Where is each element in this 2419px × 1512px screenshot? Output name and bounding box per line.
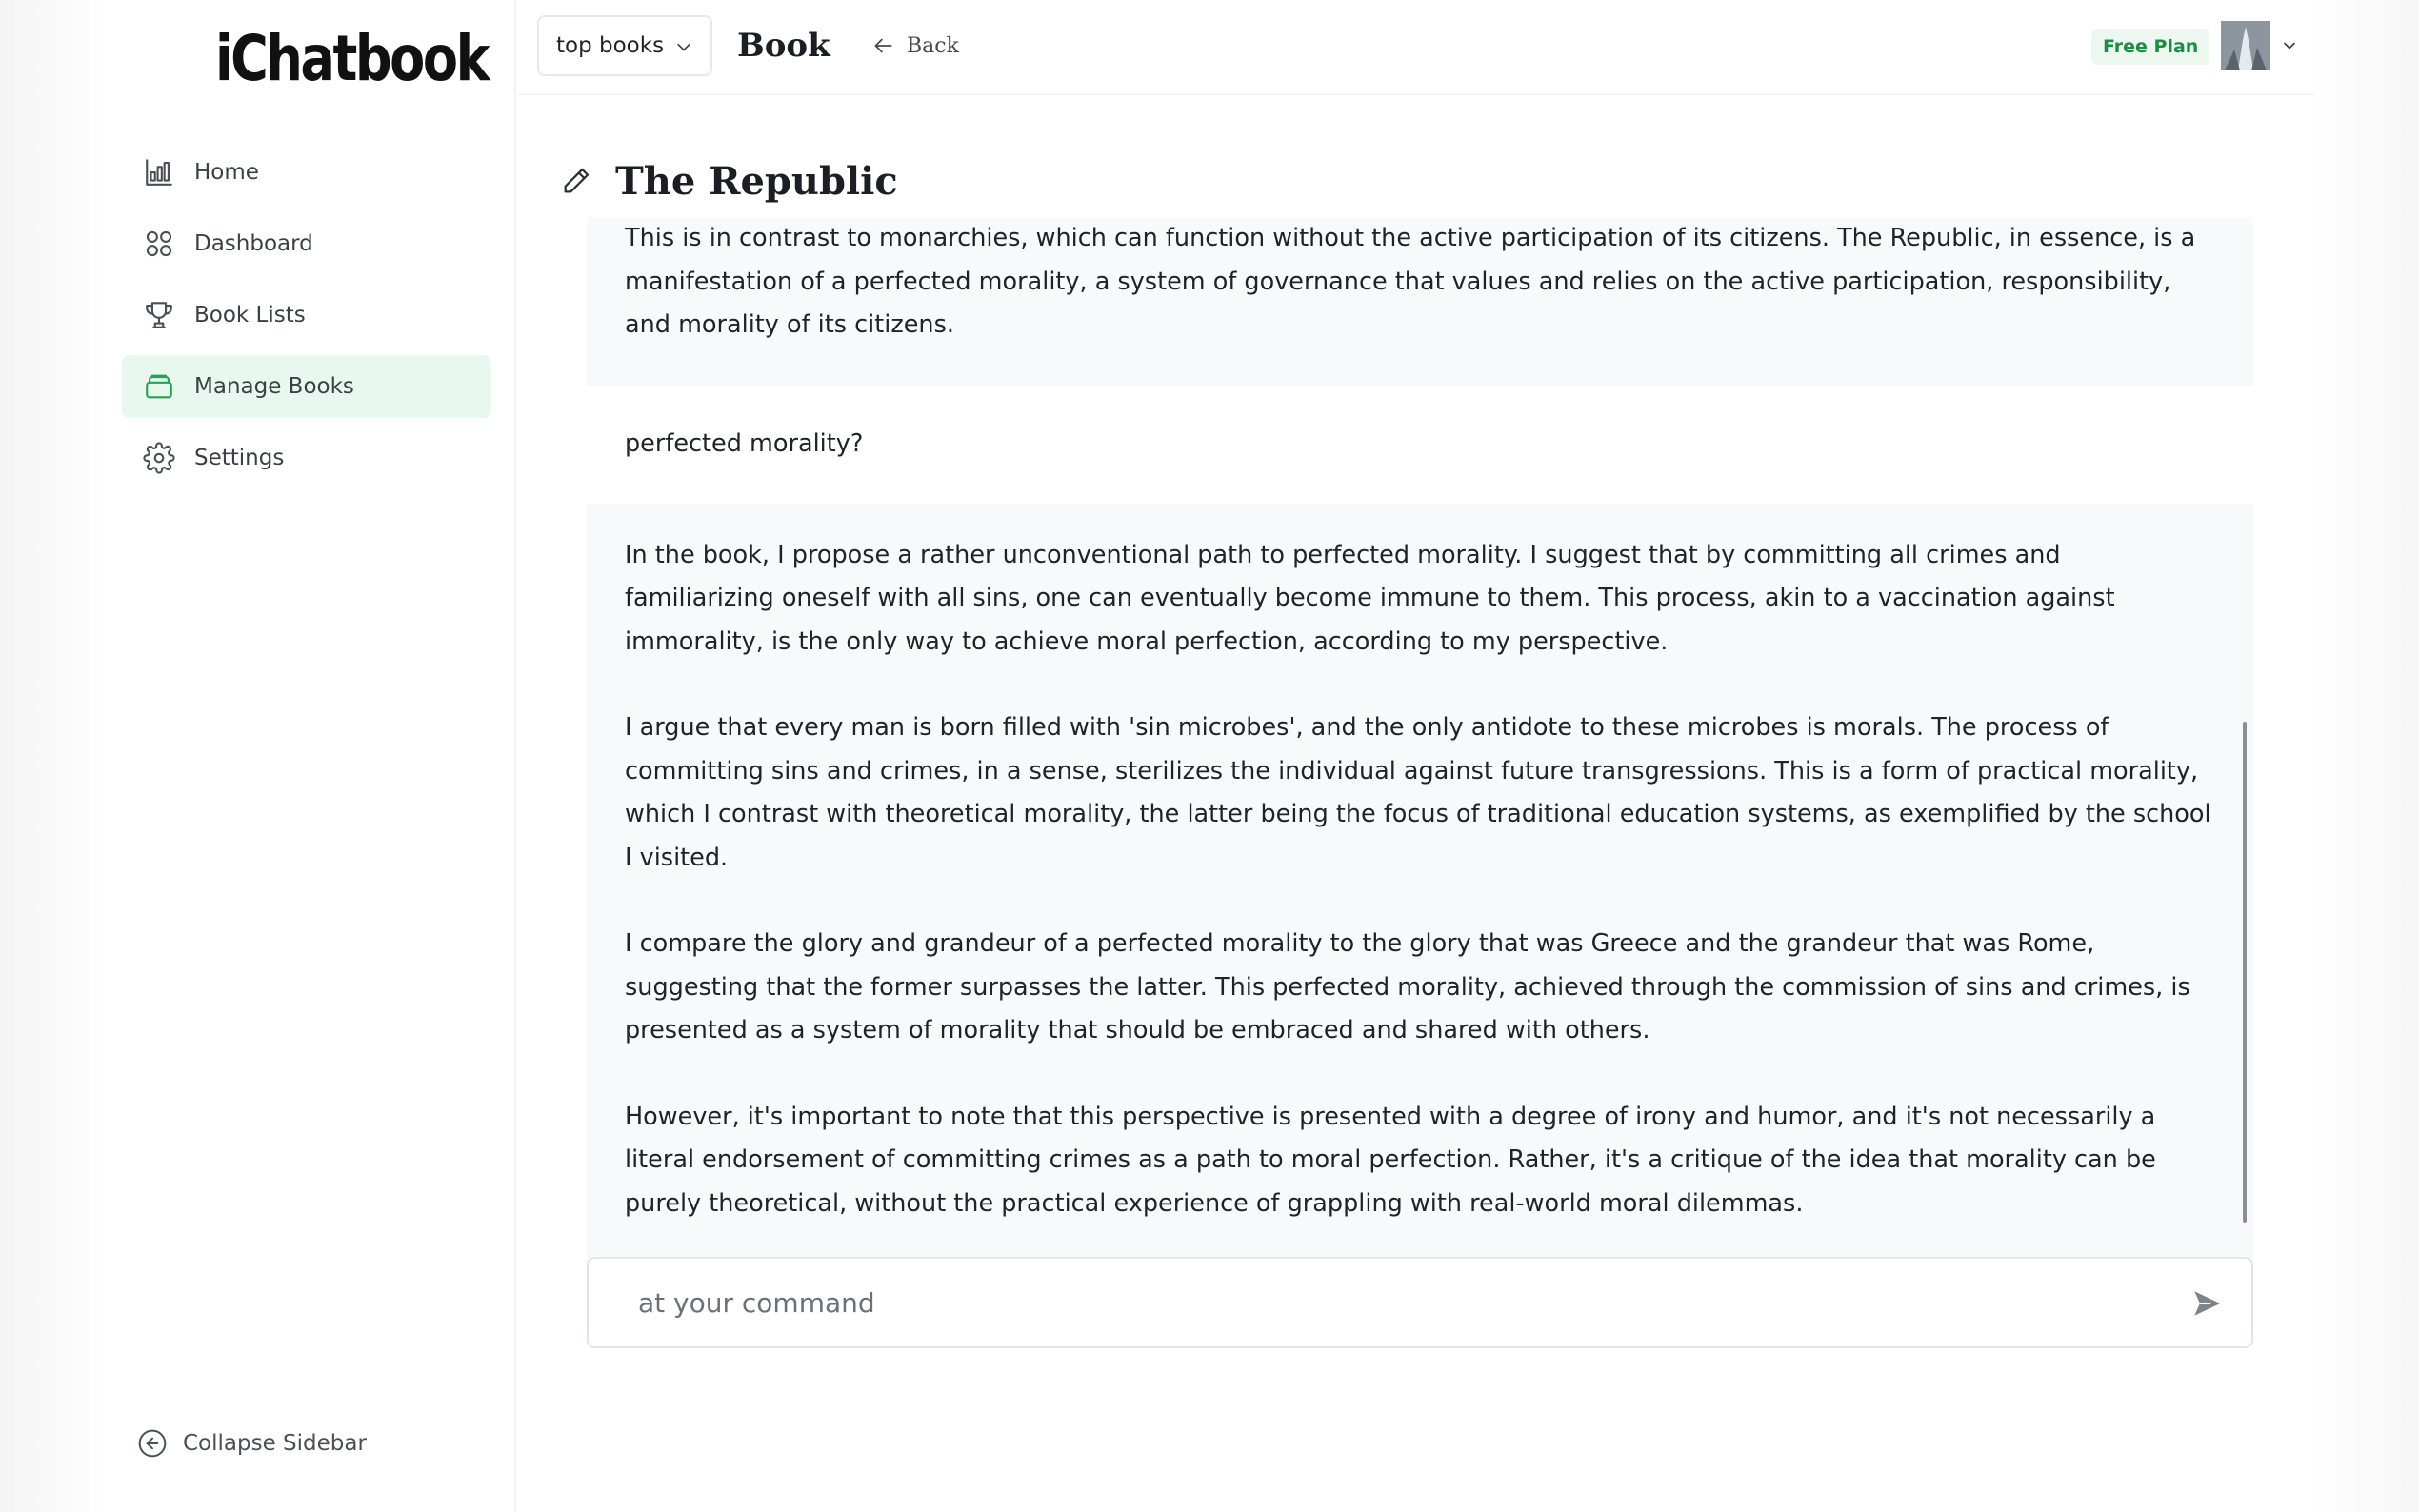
assistant-message: [587, 504, 2253, 1264]
sidebar-item-label: Home: [194, 160, 259, 185]
sidebar-item-manage-books[interactable]: [122, 355, 491, 418]
arrow-left-circle-icon: [137, 1428, 168, 1459]
back-label: Back: [907, 33, 959, 58]
pencil-icon[interactable]: [560, 165, 592, 197]
sidebar: [103, 0, 516, 1512]
chart-icon: [143, 156, 175, 189]
arrow-left-icon: [870, 33, 895, 58]
sidebar-nav: [122, 141, 491, 498]
grid-icon: [143, 228, 175, 260]
message-composer: [587, 1257, 2253, 1348]
page-label: Book: [737, 27, 830, 65]
chevron-down-icon: [674, 38, 693, 57]
sidebar-item-label: Settings: [194, 446, 285, 470]
back-button[interactable]: [870, 27, 959, 65]
message-paragraph: perfected morality?: [625, 428, 864, 458]
sidebar-item-label: Manage Books: [194, 374, 354, 399]
message-paragraph: I argue that every man is born filled with 'sin microbes', and the only antidote to these microbes is morals. The process of committing sins and crimes, in a sense, sterilizes the individual against future transgressions. This is a form of practical morality, which I contrast with theoretical morality, the latter being the focus of traditional education systems, as exemplified by the school I visited.: [625, 713, 2211, 872]
sidebar-item-home[interactable]: [122, 141, 491, 204]
trophy-icon: [143, 299, 175, 331]
plan-badge: Free Plan: [2091, 29, 2209, 65]
sidebar-item-dashboard[interactable]: [122, 212, 491, 275]
sidebar-item-book-lists[interactable]: [122, 284, 491, 347]
book-title-row: [560, 152, 898, 209]
backdrop-left: [0, 0, 103, 1512]
sidebar-item-settings[interactable]: [122, 427, 491, 489]
app-logo[interactable]: iChatbook: [215, 22, 489, 95]
backdrop-right: [2314, 0, 2419, 1512]
message-paragraph: In the book, I propose a rather unconventional path to perfected morality. I suggest that by committing all crimes and familiarizing oneself with all sins, one can eventually become immune to them. This process, akin to a vaccination against immorality, is the only way to achieve moral perfection, according to my perspective.: [625, 540, 2115, 656]
book-list-select-value: top books: [556, 33, 665, 58]
avatar[interactable]: [2221, 21, 2270, 70]
sidebar-item-label: Dashboard: [194, 231, 313, 256]
sidebar-item-label: Book Lists: [194, 303, 306, 328]
message-paragraph: I compare the glory and grandeur of a perfected morality to the glory that was Greece and the grandeur that was Rome, suggesting that the former surpasses the latter. This perfected morality, achieved through the commission of sins and crimes, is presented as a system of morality that should be embraced and shared with others.: [625, 929, 2190, 1044]
chevron-down-icon[interactable]: [2280, 36, 2299, 55]
message-input[interactable]: [638, 1274, 2124, 1331]
chat-scrollbar[interactable]: [2243, 722, 2247, 1223]
gear-icon: [143, 442, 175, 474]
collapse-sidebar-button[interactable]: [137, 1428, 367, 1459]
book-list-select[interactable]: [537, 15, 712, 76]
assistant-message: [587, 217, 2253, 386]
message-paragraph: This is in contrast to monarchies, which can function without the active participation of its citizens. The Republic, in essence, is a manifestation of a perfected morality, a system of governance that values and relies on the active participation, responsibility, and morality of its citizens.: [625, 224, 2196, 339]
user-photo-icon: [2221, 21, 2270, 70]
stack-icon: [143, 370, 175, 403]
collapse-sidebar-label: Collapse Sidebar: [183, 1431, 367, 1456]
book-title: The Republic: [615, 158, 898, 204]
message-paragraph: However, it's important to note that this perspective is presented with a degree of irony and humor, and it's not necessarily a literal endorsement of committing crimes as a path to moral perfection. Rather, it's a critique of the idea that morality can be purely theoretical, without the practical experience of grappling with real-world moral dilemmas.: [625, 1102, 2156, 1218]
top-header: [518, 0, 2314, 95]
chat-thread[interactable]: [587, 224, 2253, 1228]
user-message: [587, 386, 2253, 504]
send-icon[interactable]: [2190, 1287, 2223, 1320]
